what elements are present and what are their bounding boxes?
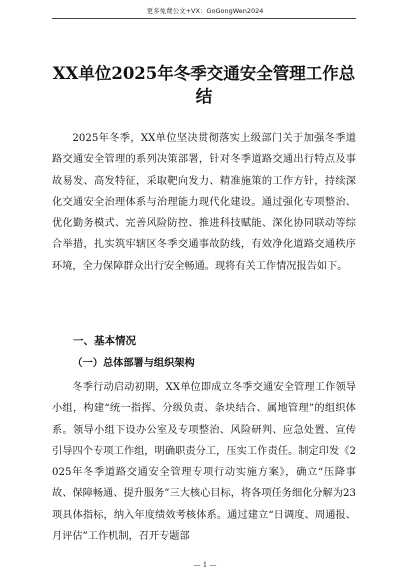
document-title: XX单位2025年冬季交通安全管理工作总结 [52, 64, 356, 106]
page-number: — 1 — [193, 561, 217, 569]
subsection-heading: （一）总体部署与组织架构 [72, 357, 195, 369]
section-heading: 一、基本情况 [73, 335, 136, 347]
header-divider [52, 18, 356, 19]
intro-paragraph: 2025年冬季，XX单位坚决贯彻落实上级部门关于加强冬季道路交通安全管理的系列决策部署，针对冬季道路交通出行特点及事故易发、高发特征，采取靶向发力、精准施策的工作方针，持续深化交通安全治理体系与治理能力现代化建设。通过强化专项整治、优化勤务模式、完善风险防控、推进科技赋能、深化协同联动等综合举措，扎实筑牢辖区冬季交通事故防线，有效净化道路交通秩序环境，全力保障群众出行安全畅通。现将有关工作情况报告如下。 [52, 133, 356, 272]
header-note: 更多免费公文+VX：GoGongWen2024 [146, 7, 264, 15]
subsection-paragraph: 冬季行动启动初期，XX单位即成立冬季交通安全管理工作领导小组，构建“统一指挥、分级负责、条块结合、属地管理”的组织体系。领导小组下设办公室及专项整治、风险研判、应急处置、宣传引导四个专项工作组，明确职责分工，压实工作责任。制定印发《2025年冬季道路交通安全管理专项行动实施方案》，确立“压降事故、保障畅通、提升服务”三大核心目标，将各项任务细化分解为23项具体指标，纳入年度绩效考核体系。通过建立“日调度、周通报、月评估”工作机制，召开专题部 [52, 382, 356, 543]
